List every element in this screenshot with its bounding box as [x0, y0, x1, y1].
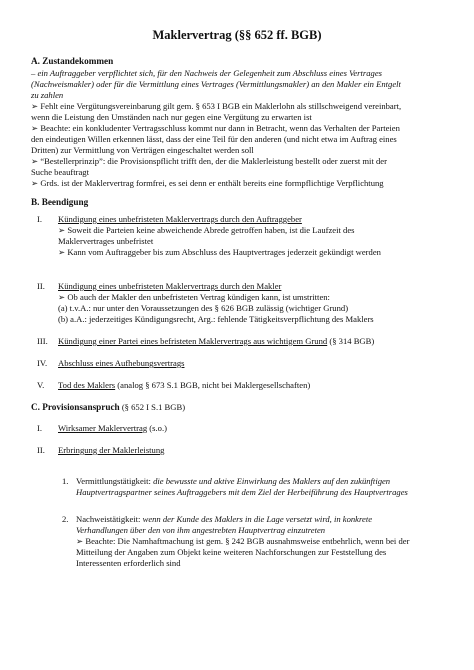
subsection-suffix: (analog § 673 S.1 BGB, nicht bei Maklergesellschaften) — [115, 380, 311, 390]
roman-numeral: II. — [37, 281, 45, 291]
list-number: 1. — [62, 476, 69, 486]
subsection-line: (b) a.A.: jederzeitiges Kündigungsrecht, Arg.: fehlende Tätigkeitsverpflichtung des Maklers — [58, 314, 374, 324]
roman-numeral: II. — [37, 445, 45, 455]
list-item-line: Verhandlungen über den von ihm angestrebten Hauptvertrag einzutreten — [76, 525, 326, 535]
section-a-line: ➢ Beachte: ein konkludenter Vertragsschluss kommt nur dann in Betracht, wenn das Verhalten der Parteien — [31, 123, 400, 133]
subsection-title: Abschluss eines Aufhebungsvertrags — [58, 358, 185, 368]
section-a-line: ➢ Fehlt eine Vergütungsvereinbarung gilt gem. § 653 I BGB ein Maklerlohn als stillschweigend vereinbart, — [31, 101, 402, 111]
subsection-line: ➢ Ob auch der Makler den unbefristeten Vertrag kündigen kann, ist umstritten: — [58, 292, 330, 302]
subsection-line: Maklervertrages unbefristet — [58, 236, 154, 246]
page-title: Maklervertrag (§§ 652 ff. BGB) — [152, 28, 322, 42]
roman-numeral: IV. — [37, 358, 48, 368]
section-b-heading: B. Beendigung — [31, 197, 89, 207]
list-item-line — [76, 514, 372, 524]
subsection-line: ➢ Kann vom Auftraggeber bis zum Abschluss des Hauptvertrages jederzeit gekündigt werden — [58, 247, 381, 257]
roman-numeral: I. — [37, 214, 43, 224]
subsection-suffix: (§ 314 BGB) — [327, 336, 375, 346]
roman-numeral: V. — [37, 380, 45, 390]
section-a-line: zu zahlen — [31, 90, 64, 100]
subsection-title: Wirksamer Maklervertrag — [58, 423, 148, 433]
section-a-line: (Nachweismakler) oder für die Vermittlung eines Vertrages (Vermittlungsmakler) an den Makler ein Entgelt — [31, 79, 401, 89]
list-item-note: Interessenten erforderlich sind — [76, 558, 181, 568]
section-a-heading: A. Zustandekommen — [31, 56, 114, 66]
section-a-line: ➢ Grds. ist der Maklervertrag formfrei, es sei denn er enthält bereits eine formpflichtige Verpflichtung — [31, 178, 384, 188]
list-item-line — [76, 476, 390, 486]
list-item-text: die bewusste und aktive Einwirkung des Maklers auf den zukünftigen — [153, 476, 391, 486]
subsection-line: (a) t.v.A.: nur unter den Voraussetzungen des § 626 BGB zulässig (wichtiger Grund) — [58, 303, 349, 313]
section-c-heading: C. Provisionsanspruch — [31, 402, 120, 412]
section-c-heading-suffix: (§ 652 I S.1 BGB) — [119, 402, 186, 412]
list-number: 2. — [62, 514, 69, 524]
subsection-title: Tod des Maklers — [58, 380, 116, 390]
section-a-line: Suche beauftragt — [31, 167, 89, 177]
section-a-line: – ein Auftraggeber verpflichtet sich, für den Nachweis der Gelegenheit zum Abschluss eines Vertrages — [31, 68, 383, 78]
list-item-text: wenn der Kunde des Maklers in die Lage versetzt wird, in konkrete — [142, 514, 373, 524]
subsection-title: Kündigung einer Partei eines befristeten Maklervertrags aus wichtigem Grund — [58, 336, 328, 346]
list-item-note: Mitteilung der Angaben zum Objekt keine weiteren Nachforschungen zur Feststellung des — [76, 547, 387, 557]
subsection-title-line — [58, 380, 310, 390]
subsection-title: Erbringung der Maklerleistung — [58, 445, 165, 455]
roman-numeral: III. — [37, 336, 48, 346]
subsection-title-line — [58, 423, 167, 433]
section-a-line: wenn die Leistung den Umständen nach nur gegen eine Vergütung zu erwarten ist — [31, 112, 312, 122]
section-a-line: ➢ “Bestellerprinzip”: die Provisionspflicht trifft den, der die Maklerleistung bestellt oder zuerst mit der — [31, 156, 387, 166]
subsection-title: Kündigung eines unbefristeten Maklervertrags durch den Auftraggeber — [58, 214, 302, 224]
subsection-title: Kündigung eines unbefristeten Maklervertrags durch den Makler — [58, 281, 282, 291]
section-c-heading-line — [31, 402, 185, 412]
roman-numeral: I. — [37, 423, 43, 433]
list-item-line: Hauptvertragspartner seines Auftraggebers mit dem Ziel der Herbeiführung des Hauptvertrages — [76, 487, 408, 497]
section-a-line: Dritten) zur Vermittlung von Verträgen eingeschaltet werden soll — [31, 145, 254, 155]
list-item-label: Vermittlungstätigkeit: — [76, 476, 154, 486]
subsection-line: ➢ Soweit die Parteien keine abweichende Abrede getroffen haben, ist die Laufzeit des — [58, 225, 355, 235]
list-item-label: Nachweistätigkeit: — [76, 514, 143, 524]
list-item-note: ➢ Beachte: Die Namhaftmachung ist gem. § 242 BGB ausnahmsweise entbehrlich, wenn bei der — [76, 536, 410, 546]
section-a-line: den eindeutigen Willen erkennen lässt, dass der eine Teil für den anderen (und nicht etwa im Auftrag eines — [31, 134, 397, 144]
subsection-title-line — [58, 336, 374, 346]
subsection-suffix: (s.o.) — [147, 423, 167, 433]
